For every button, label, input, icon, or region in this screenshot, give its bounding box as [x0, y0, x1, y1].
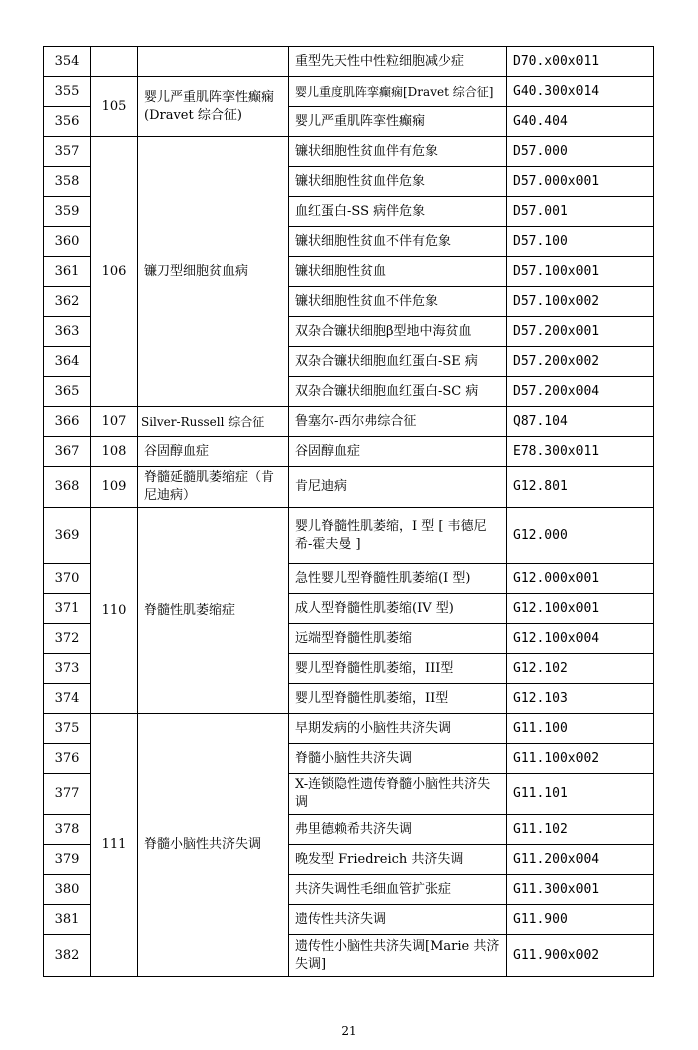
code-cell: G12.100x001	[507, 594, 654, 624]
sub-disease-cell: 早期发病的小脑性共济失调	[289, 714, 507, 744]
disease-code-table	[43, 46, 654, 977]
seq-cell: 369	[44, 508, 91, 564]
code-cell: G11.900x002	[507, 935, 654, 977]
seq-cell: 380	[44, 875, 91, 905]
sub-disease-cell: 双杂合镰状细胞血红蛋白-SC 病	[289, 377, 507, 407]
code-cell: D70.x00x011	[507, 47, 654, 77]
code-cell: G12.000x001	[507, 564, 654, 594]
group-cell: 106	[91, 137, 138, 407]
code-cell: D57.100x002	[507, 287, 654, 317]
sub-disease-cell: 血红蛋白-SS 病伴危象	[289, 197, 507, 227]
seq-cell: 375	[44, 714, 91, 744]
seq-cell: 378	[44, 815, 91, 845]
code-cell: D57.100x001	[507, 257, 654, 287]
table-row	[44, 508, 654, 564]
disease-cell	[138, 47, 289, 77]
sub-disease-cell: 谷固醇血症	[289, 437, 507, 467]
group-cell: 107	[91, 407, 138, 437]
seq-cell: 370	[44, 564, 91, 594]
sub-disease-cell: 重型先天性中性粒细胞减少症	[289, 47, 507, 77]
seq-cell: 359	[44, 197, 91, 227]
code-cell: Q87.104	[507, 407, 654, 437]
sub-disease-cell: 镰状细胞性贫血	[289, 257, 507, 287]
disease-cell: 镰刀型细胞贫血病	[138, 137, 289, 407]
seq-cell: 357	[44, 137, 91, 167]
page-number: 21	[341, 1024, 357, 1038]
seq-cell: 372	[44, 624, 91, 654]
code-cell: D57.100	[507, 227, 654, 257]
seq-cell: 371	[44, 594, 91, 624]
group-cell: 108	[91, 437, 138, 467]
code-cell: D57.200x002	[507, 347, 654, 377]
group-cell: 105	[91, 77, 138, 137]
group-cell	[91, 47, 138, 77]
code-cell: G11.102	[507, 815, 654, 845]
code-cell: G12.100x004	[507, 624, 654, 654]
sub-disease-cell: 婴儿严重肌阵挛性癫痫	[289, 107, 507, 137]
seq-cell: 365	[44, 377, 91, 407]
table-row	[44, 407, 654, 437]
seq-cell: 360	[44, 227, 91, 257]
seq-cell: 377	[44, 774, 91, 815]
table-row	[44, 437, 654, 467]
seq-cell: 381	[44, 905, 91, 935]
table-row	[44, 47, 654, 77]
code-cell: G12.000	[507, 508, 654, 564]
seq-cell: 376	[44, 744, 91, 774]
seq-cell: 364	[44, 347, 91, 377]
sub-disease-cell: 遗传性小脑性共济失调[Marie 共济失调]	[289, 935, 507, 977]
seq-cell: 366	[44, 407, 91, 437]
disease-cell: Silver-Russell 综合征	[138, 407, 289, 437]
code-cell: G11.900	[507, 905, 654, 935]
disease-cell: 脊髓性肌萎缩症	[138, 508, 289, 714]
sub-disease-cell: 急性婴儿型脊髓性肌萎缩(I 型)	[289, 564, 507, 594]
sub-disease-cell: 婴儿型脊髓性肌萎缩，III型	[289, 654, 507, 684]
seq-cell: 368	[44, 467, 91, 508]
group-cell: 110	[91, 508, 138, 714]
sub-disease-cell: 遗传性共济失调	[289, 905, 507, 935]
table-row	[44, 77, 654, 107]
code-cell: D57.001	[507, 197, 654, 227]
table-row	[44, 137, 654, 167]
disease-cell: 脊髓小脑性共济失调	[138, 714, 289, 977]
group-cell: 111	[91, 714, 138, 977]
sub-disease-cell: 鲁塞尔-西尔弗综合征	[289, 407, 507, 437]
sub-disease-cell: 双杂合镰状细胞β型地中海贫血	[289, 317, 507, 347]
seq-cell: 373	[44, 654, 91, 684]
code-cell: G40.300x014	[507, 77, 654, 107]
sub-disease-cell: 远端型脊髓性肌萎缩	[289, 624, 507, 654]
sub-disease-cell: 晚发型 Friedreich 共济失调	[289, 845, 507, 875]
code-cell: G12.102	[507, 654, 654, 684]
sub-disease-cell: 镰状细胞性贫血伴有危象	[289, 137, 507, 167]
table-row	[44, 714, 654, 744]
code-cell: G11.100x002	[507, 744, 654, 774]
group-cell: 109	[91, 467, 138, 508]
code-cell: G40.404	[507, 107, 654, 137]
code-cell: D57.200x001	[507, 317, 654, 347]
seq-cell: 367	[44, 437, 91, 467]
seq-cell: 355	[44, 77, 91, 107]
code-cell: G11.300x001	[507, 875, 654, 905]
sub-disease-cell: 婴儿重度肌阵挛癫痫[Dravet 综合征]	[289, 77, 507, 107]
sub-disease-cell: 婴儿型脊髓性肌萎缩，II型	[289, 684, 507, 714]
sub-disease-cell: 婴儿脊髓性肌萎缩，I 型 [ 韦德尼希-霍夫曼 ]	[289, 508, 507, 564]
sub-disease-cell: 双杂合镰状细胞血红蛋白-SE 病	[289, 347, 507, 377]
seq-cell: 356	[44, 107, 91, 137]
seq-cell: 354	[44, 47, 91, 77]
sub-disease-cell: 镰状细胞性贫血不伴有危象	[289, 227, 507, 257]
table-row	[44, 467, 654, 508]
sub-disease-cell: 镰状细胞性贫血伴危象	[289, 167, 507, 197]
seq-cell: 361	[44, 257, 91, 287]
sub-disease-cell: 肯尼迪病	[289, 467, 507, 508]
disease-cell: 谷固醇血症	[138, 437, 289, 467]
code-cell: G12.801	[507, 467, 654, 508]
sub-disease-cell: 镰状细胞性贫血不伴危象	[289, 287, 507, 317]
code-cell: D57.200x004	[507, 377, 654, 407]
seq-cell: 374	[44, 684, 91, 714]
seq-cell: 382	[44, 935, 91, 977]
code-cell: G11.101	[507, 774, 654, 815]
disease-cell: 脊髓延髓肌萎缩症（肯尼迪病）	[138, 467, 289, 508]
seq-cell: 363	[44, 317, 91, 347]
code-cell: G12.103	[507, 684, 654, 714]
sub-disease-cell: X-连锁隐性遗传脊髓小脑性共济失调	[289, 774, 507, 815]
seq-cell: 358	[44, 167, 91, 197]
seq-cell: 362	[44, 287, 91, 317]
sub-disease-cell: 共济失调性毛细血管扩张症	[289, 875, 507, 905]
code-cell: E78.300x011	[507, 437, 654, 467]
sub-disease-cell: 成人型脊髓性肌萎缩(IV 型)	[289, 594, 507, 624]
sub-disease-cell: 脊髓小脑性共济失调	[289, 744, 507, 774]
sub-disease-cell: 弗里德赖希共济失调	[289, 815, 507, 845]
disease-cell: 婴儿严重肌阵挛性癫痫(Dravet 综合征)	[138, 77, 289, 137]
code-cell: G11.200x004	[507, 845, 654, 875]
code-cell: G11.100	[507, 714, 654, 744]
seq-cell: 379	[44, 845, 91, 875]
code-cell: D57.000x001	[507, 167, 654, 197]
code-cell: D57.000	[507, 137, 654, 167]
